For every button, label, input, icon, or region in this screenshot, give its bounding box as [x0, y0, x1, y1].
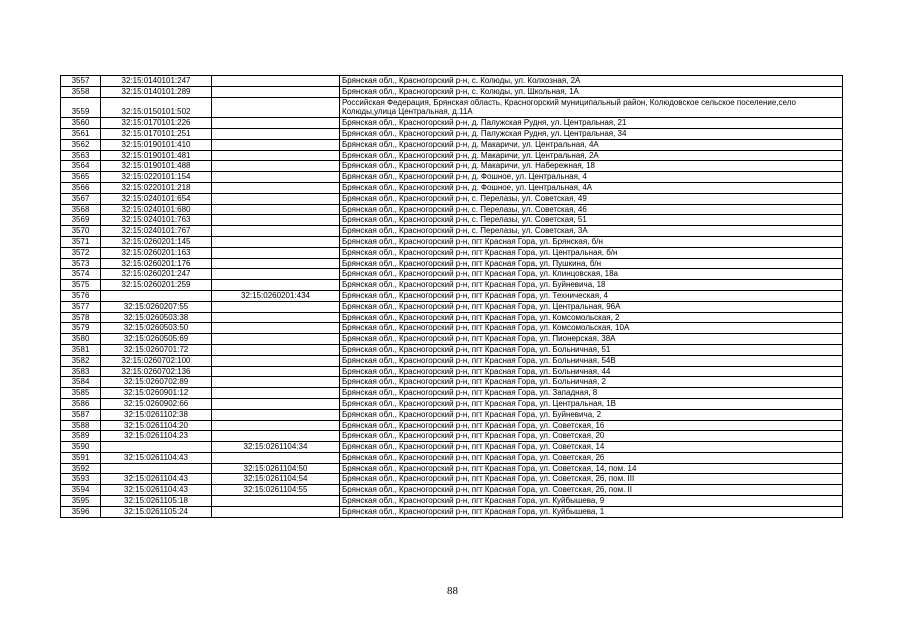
- row-number-cell: 3595: [61, 496, 101, 507]
- object-cadastral-number-cell: [212, 344, 340, 355]
- address-cell: Брянская обл., Красногорский р-н, пгт Красная Гора, ул. Комсомольская, 2: [340, 312, 843, 323]
- object-cadastral-number-cell: [212, 150, 340, 161]
- object-cadastral-number-cell: [212, 420, 340, 431]
- table-row: [61, 442, 843, 453]
- object-cadastral-number-cell: [212, 301, 340, 312]
- cadastral-number-cell: 32:15:0260901:12: [101, 388, 212, 399]
- row-number-cell: 3567: [61, 193, 101, 204]
- object-cadastral-number-cell: [212, 431, 340, 442]
- cadastral-number-cell: 32:15:0240101:763: [101, 215, 212, 226]
- table-row: [61, 323, 843, 334]
- row-number-cell: 3572: [61, 247, 101, 258]
- object-cadastral-number-cell: [212, 215, 340, 226]
- row-number-cell: 3561: [61, 128, 101, 139]
- object-cadastral-number-cell: [212, 366, 340, 377]
- row-number-cell: 3581: [61, 344, 101, 355]
- table-row: [61, 312, 843, 323]
- table-row: [61, 420, 843, 431]
- row-number-cell: 3587: [61, 409, 101, 420]
- row-number-cell: 3571: [61, 236, 101, 247]
- table-row: [61, 226, 843, 237]
- table-row: [61, 388, 843, 399]
- address-cell: Брянская обл., Красногорский р-н, с. Колюды, ул. Колхозная, 2А: [340, 76, 843, 87]
- cadastral-number-cell: 32:15:0240101:680: [101, 204, 212, 215]
- cadastral-number-cell: 32:15:0261104:43: [101, 474, 212, 485]
- address-cell: Брянская обл., Красногорский р-н, д. Макаричи, ул. Набережная, 18: [340, 161, 843, 172]
- address-cell: Брянская обл., Красногорский р-н, пгт Красная Гора, ул. Техническая, 4: [340, 290, 843, 301]
- cadastral-number-cell: 32:15:0240101:767: [101, 226, 212, 237]
- address-cell: Брянская обл., Красногорский р-н, д. Макаричи, ул. Центральная, 2А: [340, 150, 843, 161]
- object-cadastral-number-cell: [212, 496, 340, 507]
- object-cadastral-number-cell: 32:15:0261104:55: [212, 485, 340, 496]
- cadastral-number-cell: 32:15:0190101:488: [101, 161, 212, 172]
- cadastral-number-cell: 32:15:0190101:410: [101, 139, 212, 150]
- table-row: [61, 193, 843, 204]
- address-cell: Брянская обл., Красногорский р-н, с. Перелазы, ул. Советская, 46: [340, 204, 843, 215]
- row-number-cell: 3560: [61, 118, 101, 129]
- cadastral-number-cell: 32:15:0261105:24: [101, 506, 212, 517]
- cadastral-number-cell: 32:15:0260201:259: [101, 280, 212, 291]
- cadastral-number-cell: 32:15:0260702:136: [101, 366, 212, 377]
- table-row: [61, 76, 843, 87]
- cadastral-number-cell: 32:15:0150101:502: [101, 97, 212, 118]
- cadastral-number-cell: 32:15:0220101:154: [101, 172, 212, 183]
- address-cell: Брянская обл., Красногорский р-н, пгт Красная Гора, ул. Пионерская, 38А: [340, 334, 843, 345]
- row-number-cell: 3562: [61, 139, 101, 150]
- address-cell: Брянская обл., Красногорский р-н, пгт Красная Гора, ул. Советская, 26: [340, 452, 843, 463]
- row-number-cell: 3593: [61, 474, 101, 485]
- object-cadastral-number-cell: 32:15:0261104:50: [212, 463, 340, 474]
- row-number-cell: 3559: [61, 97, 101, 118]
- object-cadastral-number-cell: [212, 161, 340, 172]
- row-number-cell: 3596: [61, 506, 101, 517]
- row-number-cell: 3580: [61, 334, 101, 345]
- row-number-cell: 3583: [61, 366, 101, 377]
- address-cell: Брянская обл., Красногорский р-н, д. Фошное, ул. Центральная, 4А: [340, 182, 843, 193]
- table-row: [61, 485, 843, 496]
- cadastral-number-cell: 32:15:0261104:43: [101, 452, 212, 463]
- object-cadastral-number-cell: [212, 377, 340, 388]
- row-number-cell: 3585: [61, 388, 101, 399]
- row-number-cell: 3575: [61, 280, 101, 291]
- address-cell: Брянская обл., Красногорский р-н, пгт Красная Гора, ул. Советская, 20: [340, 431, 843, 442]
- address-cell: Брянская обл., Красногорский р-н, пгт Красная Гора, ул. Клинцовская, 18а: [340, 269, 843, 280]
- row-number-cell: 3564: [61, 161, 101, 172]
- table-row: [61, 280, 843, 291]
- table-row: [61, 215, 843, 226]
- address-cell: Брянская обл., Красногорский р-н, пгт Красная Гора, ул. Центральная, б/н: [340, 247, 843, 258]
- table-row: [61, 474, 843, 485]
- object-cadastral-number-cell: [212, 139, 340, 150]
- address-cell: Брянская обл., Красногорский р-н, пгт Красная Гора, ул. Буйневича, 18: [340, 280, 843, 291]
- registry-table: [60, 75, 843, 518]
- row-number-cell: 3577: [61, 301, 101, 312]
- table-row: [61, 269, 843, 280]
- address-cell: Брянская обл., Красногорский р-н, пгт Красная Гора, ул. Советская, 26, пом. II: [340, 485, 843, 496]
- address-cell: Брянская обл., Красногорский р-н, д. Макаричи, ул. Центральная, 4А: [340, 139, 843, 150]
- object-cadastral-number-cell: [212, 312, 340, 323]
- address-cell: Брянская обл., Красногорский р-н, пгт Красная Гора, ул. Больничная, 51: [340, 344, 843, 355]
- cadastral-number-cell: 32:15:0260902:66: [101, 398, 212, 409]
- object-cadastral-number-cell: [212, 388, 340, 399]
- object-cadastral-number-cell: [212, 226, 340, 237]
- object-cadastral-number-cell: [212, 280, 340, 291]
- cadastral-number-cell: 32:15:0140101:289: [101, 86, 212, 97]
- table-row: [61, 118, 843, 129]
- cadastral-number-cell: 32:15:0260701:72: [101, 344, 212, 355]
- row-number-cell: 3570: [61, 226, 101, 237]
- address-cell: Брянская обл., Красногорский р-н, пгт Красная Гора, ул. Советская, 26, пом. III: [340, 474, 843, 485]
- object-cadastral-number-cell: [212, 118, 340, 129]
- object-cadastral-number-cell: [212, 247, 340, 258]
- table-row: [61, 97, 843, 118]
- table-row: [61, 496, 843, 507]
- cadastral-number-cell: 32:15:0261102:38: [101, 409, 212, 420]
- cadastral-number-cell: [101, 290, 212, 301]
- cadastral-number-cell: 32:15:0260702:100: [101, 355, 212, 366]
- object-cadastral-number-cell: [212, 86, 340, 97]
- page-number: 88: [447, 585, 458, 597]
- cadastral-number-cell: 32:15:0260207:55: [101, 301, 212, 312]
- object-cadastral-number-cell: [212, 506, 340, 517]
- row-number-cell: 3566: [61, 182, 101, 193]
- table-row: [61, 409, 843, 420]
- address-cell: Российская Федерация, Брянская область, Красногорский муниципальный район, Колюдовское сельское поселение,село Колюды,улица Центральная, д.11А: [340, 97, 843, 118]
- table-row: [61, 86, 843, 97]
- table-row: [61, 463, 843, 474]
- table-row: [61, 366, 843, 377]
- registry-table-body: [61, 76, 843, 518]
- row-number-cell: 3591: [61, 452, 101, 463]
- table-row: [61, 236, 843, 247]
- table-row: [61, 377, 843, 388]
- row-number-cell: 3574: [61, 269, 101, 280]
- row-number-cell: 3592: [61, 463, 101, 474]
- object-cadastral-number-cell: [212, 355, 340, 366]
- address-cell: Брянская обл., Красногорский р-н, д. Палужская Рудня, ул. Центральная, 21: [340, 118, 843, 129]
- row-number-cell: 3573: [61, 258, 101, 269]
- cadastral-number-cell: 32:15:0140101:247: [101, 76, 212, 87]
- cadastral-number-cell: [101, 442, 212, 453]
- table-row: [61, 128, 843, 139]
- cadastral-number-cell: 32:15:0260702:89: [101, 377, 212, 388]
- object-cadastral-number-cell: [212, 334, 340, 345]
- object-cadastral-number-cell: [212, 76, 340, 87]
- address-cell: Брянская обл., Красногорский р-н, пгт Красная Гора, ул. Пушкина, б/н: [340, 258, 843, 269]
- address-cell: Брянская обл., Красногорский р-н, пгт Красная Гора, ул. Советская, 14: [340, 442, 843, 453]
- object-cadastral-number-cell: [212, 258, 340, 269]
- table-row: [61, 431, 843, 442]
- address-cell: Брянская обл., Красногорский р-н, пгт Красная Гора, ул. Советская, 14, пом. 14: [340, 463, 843, 474]
- cadastral-number-cell: 32:15:0261104:43: [101, 485, 212, 496]
- row-number-cell: 3584: [61, 377, 101, 388]
- address-cell: Брянская обл., Красногорский р-н, пгт Красная Гора, ул. Куйбышева, 9: [340, 496, 843, 507]
- cadastral-number-cell: 32:15:0240101:654: [101, 193, 212, 204]
- cadastral-number-cell: 32:15:0260505:69: [101, 334, 212, 345]
- object-cadastral-number-cell: [212, 323, 340, 334]
- cadastral-number-cell: [101, 463, 212, 474]
- row-number-cell: 3558: [61, 86, 101, 97]
- object-cadastral-number-cell: [212, 204, 340, 215]
- address-cell: Брянская обл., Красногорский р-н, пгт Красная Гора, ул. Больничная, 44: [340, 366, 843, 377]
- address-cell: Брянская обл., Красногорский р-н, пгт Красная Гора, ул. Западная, 8: [340, 388, 843, 399]
- address-cell: Брянская обл., Красногорский р-н, с. Колюды, ул. Школьная, 1А: [340, 86, 843, 97]
- address-cell: Брянская обл., Красногорский р-н, пгт Красная Гора, ул. Больничная, 54В: [340, 355, 843, 366]
- cadastral-number-cell: 32:15:0220101:218: [101, 182, 212, 193]
- cadastral-number-cell: 32:15:0190101:481: [101, 150, 212, 161]
- address-cell: Брянская обл., Красногорский р-н, с. Перелазы, ул. Советская, 51: [340, 215, 843, 226]
- row-number-cell: 3589: [61, 431, 101, 442]
- row-number-cell: 3582: [61, 355, 101, 366]
- table-row: [61, 204, 843, 215]
- address-cell: Брянская обл., Красногорский р-н, пгт Красная Гора, ул. Буйневича, 2: [340, 409, 843, 420]
- row-number-cell: 3586: [61, 398, 101, 409]
- row-number-cell: 3588: [61, 420, 101, 431]
- cadastral-number-cell: 32:15:0170101:226: [101, 118, 212, 129]
- address-cell: Брянская обл., Красногорский р-н, пгт Красная Гора, ул. Советская, 16: [340, 420, 843, 431]
- object-cadastral-number-cell: [212, 97, 340, 118]
- row-number-cell: 3590: [61, 442, 101, 453]
- table-row: [61, 150, 843, 161]
- address-cell: Брянская обл., Красногорский р-н, д. Палужская Рудня, ул. Центральная, 34: [340, 128, 843, 139]
- address-cell: Брянская обл., Красногорский р-н, с. Перелазы, ул. Советская, 3А: [340, 226, 843, 237]
- address-cell: Брянская обл., Красногорский р-н, пгт Красная Гора, ул. Больничная, 2: [340, 377, 843, 388]
- row-number-cell: 3594: [61, 485, 101, 496]
- cadastral-number-cell: 32:15:0260201:247: [101, 269, 212, 280]
- row-number-cell: 3568: [61, 204, 101, 215]
- object-cadastral-number-cell: [212, 452, 340, 463]
- row-number-cell: 3578: [61, 312, 101, 323]
- table-row: [61, 182, 843, 193]
- table-row: [61, 301, 843, 312]
- row-number-cell: 3565: [61, 172, 101, 183]
- table-row: [61, 290, 843, 301]
- table-row: [61, 258, 843, 269]
- table-row: [61, 506, 843, 517]
- table-row: [61, 139, 843, 150]
- table-row: [61, 398, 843, 409]
- object-cadastral-number-cell: [212, 182, 340, 193]
- cadastral-number-cell: 32:15:0261104:23: [101, 431, 212, 442]
- cadastral-number-cell: 32:15:0260503:50: [101, 323, 212, 334]
- table-row: [61, 334, 843, 345]
- row-number-cell: 3557: [61, 76, 101, 87]
- table-row: [61, 247, 843, 258]
- cadastral-number-cell: 32:15:0261104:20: [101, 420, 212, 431]
- object-cadastral-number-cell: 32:15:0260201:434: [212, 290, 340, 301]
- cadastral-number-cell: 32:15:0170101:251: [101, 128, 212, 139]
- cadastral-number-cell: 32:15:0260201:176: [101, 258, 212, 269]
- address-cell: Брянская обл., Красногорский р-н, пгт Красная Гора, ул. Куйбышева, 1: [340, 506, 843, 517]
- object-cadastral-number-cell: 32:15:0261104:54: [212, 474, 340, 485]
- row-number-cell: 3569: [61, 215, 101, 226]
- address-cell: Брянская обл., Красногорский р-н, с. Перелазы, ул. Советская, 49: [340, 193, 843, 204]
- object-cadastral-number-cell: [212, 128, 340, 139]
- row-number-cell: 3576: [61, 290, 101, 301]
- address-cell: Брянская обл., Красногорский р-н, пгт Красная Гора, ул. Центральная, 1В: [340, 398, 843, 409]
- row-number-cell: 3579: [61, 323, 101, 334]
- address-cell: Брянская обл., Красногорский р-н, пгт Красная Гора, ул. Комсомольская, 10А: [340, 323, 843, 334]
- cadastral-number-cell: 32:15:0260503:38: [101, 312, 212, 323]
- cadastral-number-cell: 32:15:0260201:145: [101, 236, 212, 247]
- object-cadastral-number-cell: [212, 193, 340, 204]
- row-number-cell: 3563: [61, 150, 101, 161]
- object-cadastral-number-cell: [212, 269, 340, 280]
- address-cell: Брянская обл., Красногорский р-н, пгт Красная Гора, ул. Центральная, 96А: [340, 301, 843, 312]
- object-cadastral-number-cell: [212, 398, 340, 409]
- address-cell: Брянская обл., Красногорский р-н, д. Фошное, ул. Центральная, 4: [340, 172, 843, 183]
- table-row: [61, 172, 843, 183]
- object-cadastral-number-cell: [212, 409, 340, 420]
- object-cadastral-number-cell: 32:15:0261104:34: [212, 442, 340, 453]
- table-row: [61, 161, 843, 172]
- object-cadastral-number-cell: [212, 172, 340, 183]
- table-row: [61, 452, 843, 463]
- object-cadastral-number-cell: [212, 236, 340, 247]
- address-cell: Брянская обл., Красногорский р-н, пгт Красная Гора, ул. Брянская, б/н: [340, 236, 843, 247]
- table-row: [61, 355, 843, 366]
- cadastral-number-cell: 32:15:0261105:18: [101, 496, 212, 507]
- table-row: [61, 344, 843, 355]
- cadastral-number-cell: 32:15:0260201:163: [101, 247, 212, 258]
